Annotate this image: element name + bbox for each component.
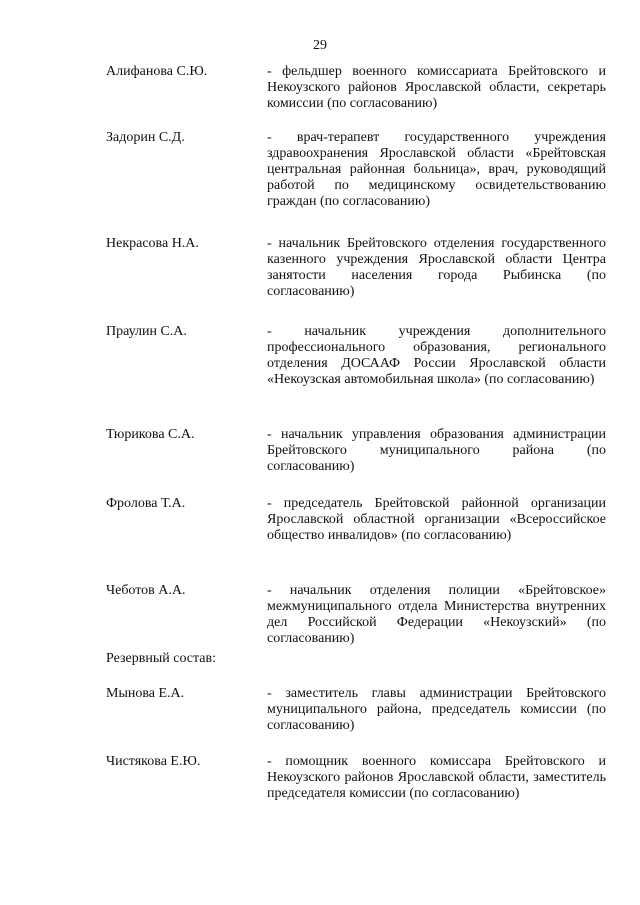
member-role: - фельдшер военного комиссариата Брейтовского и Некоузского районов Ярославской области, секретарь комиссии (по согласованию) bbox=[267, 64, 606, 111]
member-name: Некрасова Н.А. bbox=[106, 236, 199, 251]
member-role: - заместитель главы администрации Брейтовского муниципального района, председатель комиссии (по согласованию) bbox=[267, 686, 606, 733]
member-name: Тюрикова С.А. bbox=[106, 427, 195, 442]
member-name: Задорин С.Д. bbox=[106, 130, 185, 145]
member-name: Мынова Е.А. bbox=[106, 686, 185, 701]
member-role: - помощник военного комиссара Брейтовского и Некоузского районов Ярославской области, заместитель председателя комиссии (по согласованию) bbox=[267, 754, 606, 801]
member-name: Праулин С.А. bbox=[106, 324, 187, 339]
member-role: - председатель Брейтовской районной организации Ярославской областной организации «Всероссийское общество инвалидов» (по согласованию) bbox=[267, 496, 606, 543]
member-name: Чистякова Е.Ю. bbox=[106, 754, 201, 769]
member-role: - врач-терапевт государственного учреждения здравоохранения Ярославской области «Брейтовская центральная районная больница», врач, руководящий работой по медицинскому освидетельствованию граждан (по согласованию) bbox=[267, 130, 606, 209]
member-role: - начальник Брейтовского отделения государственного казенного учреждения Ярославской области Центра занятости населения города Рыбинска (по согласованию) bbox=[267, 236, 606, 299]
member-role: - начальник управления образования администрации Брейтовского муниципального района (по согласованию) bbox=[267, 427, 606, 474]
reserve-section-label: Резервный состав: bbox=[106, 651, 217, 666]
member-role: - начальник учреждения дополнительного профессионального образования, регионального отделения ДОСААФ России Ярославской области «Некоузская автомобильная школа» (по согласованию) bbox=[267, 324, 606, 387]
member-name: Чеботов А.А. bbox=[106, 583, 186, 598]
page-number: 29 bbox=[313, 38, 327, 53]
member-name: Алифанова С.Ю. bbox=[106, 64, 208, 79]
member-name: Фролова Т.А. bbox=[106, 496, 186, 511]
member-role: - начальник отделения полиции «Брейтовское» межмуниципального отдела Министерства внутренних дел Российской Федерации «Некоузский» (по согласованию) bbox=[267, 583, 606, 646]
